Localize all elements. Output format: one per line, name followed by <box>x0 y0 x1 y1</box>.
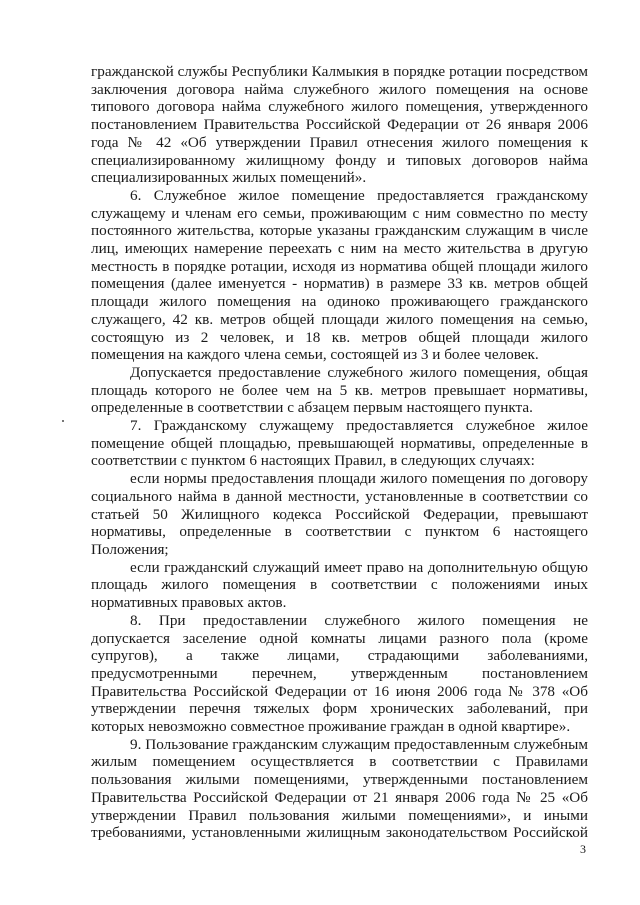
paragraph-item-6-note: Допускается предоставление служебного жилого помещения, общая площадь которого не более чем на 5 кв. метров превышает нормативы, определенные в соответствии с абзацем первым настоящего пункта. <box>91 363 588 417</box>
paragraph-item-7: 7. Гражданскому служащему предоставляется служебное жилое помещение общей площадью, превышающей нормативы, определенные в соответствии с пунктом 6 настоящих Правил, в следующих случаях: <box>91 417 588 470</box>
page-number: 3 <box>580 842 586 856</box>
paragraph-item-8: 8. При предоставлении служебного жилого помещения не допускается заселение одной комнаты лицами разного пола (кроме супругов), а также лицами, страдающими заболеваниями, предусмотренными перечнем, утвержденным постановлением Правительства Российской Федерации от 16 июня 2006 года № 378 «Об утверждении перечня тяжелых форм хронических заболеваний, при которых невозможно совместное проживание граждан в одной квартире». <box>91 611 588 736</box>
document-body <box>91 63 588 842</box>
paragraph-item-7-case-2: если гражданский служащий имеет право на дополнительную общую площадь жилого помещения в соответствии с положениями иных нормативных правовых актов. <box>91 558 588 612</box>
scan-speck <box>62 420 64 422</box>
paragraph-item-6: 6. Служебное жилое помещение предоставляется гражданскому служащему и членам его семьи, проживающим с ним совместно по месту постоянного жительства, которые указаны гражданским служащим в числе лиц, имеющих намерение переехать с ним на место жительства в другую местность в порядке ротации, исходя из норматива общей площади жилого помещения (далее именуется - норматив) в размере 33 кв. метров общей площади жилого помещения на одиноко проживающего гражданского служащего, 42 кв. метров общей площади жилого помещения на семью, состоящую из 2 человек, и 18 кв. метров общей площади жилого помещения на каждого члена семьи, состоящей из 3 и более человек. <box>91 186 588 364</box>
paragraph-item-7-case-1: если нормы предоставления площади жилого помещения по договору социального найма в данной местности, установленные в соответствии со статьей 50 Жилищного кодекса Российской Федерации, превышают нормативы, определенные в соответствии с пунктом 6 настоящего Положения; <box>91 470 588 558</box>
paragraph-item-9: 9. Пользование гражданским служащим предоставленным служебным жилым помещением осуществляется в соответствии с Правилами пользования жилыми помещениями, утвержденными постановлением Правительства Российской Федерации от 21 января 2006 года № 25 «Об утверждении Правил пользования жилыми помещениями», и иными требованиями, установленными жилищным законодательством Российской <box>91 735 588 842</box>
paragraph-continuation: гражданской службы Республики Калмыкия в порядке ротации посредством заключения договора найма служебного жилого помещения на основе типового договора найма служебного жилого помещения, утвержденного постановлением Правительства Российской Федерации от 26 января 2006 года № 42 «Об утверждении Правил отнесения жилого помещения к специализированному жилищному фонду и типовых договоров найма специализированных жилых помещений». <box>91 63 588 187</box>
